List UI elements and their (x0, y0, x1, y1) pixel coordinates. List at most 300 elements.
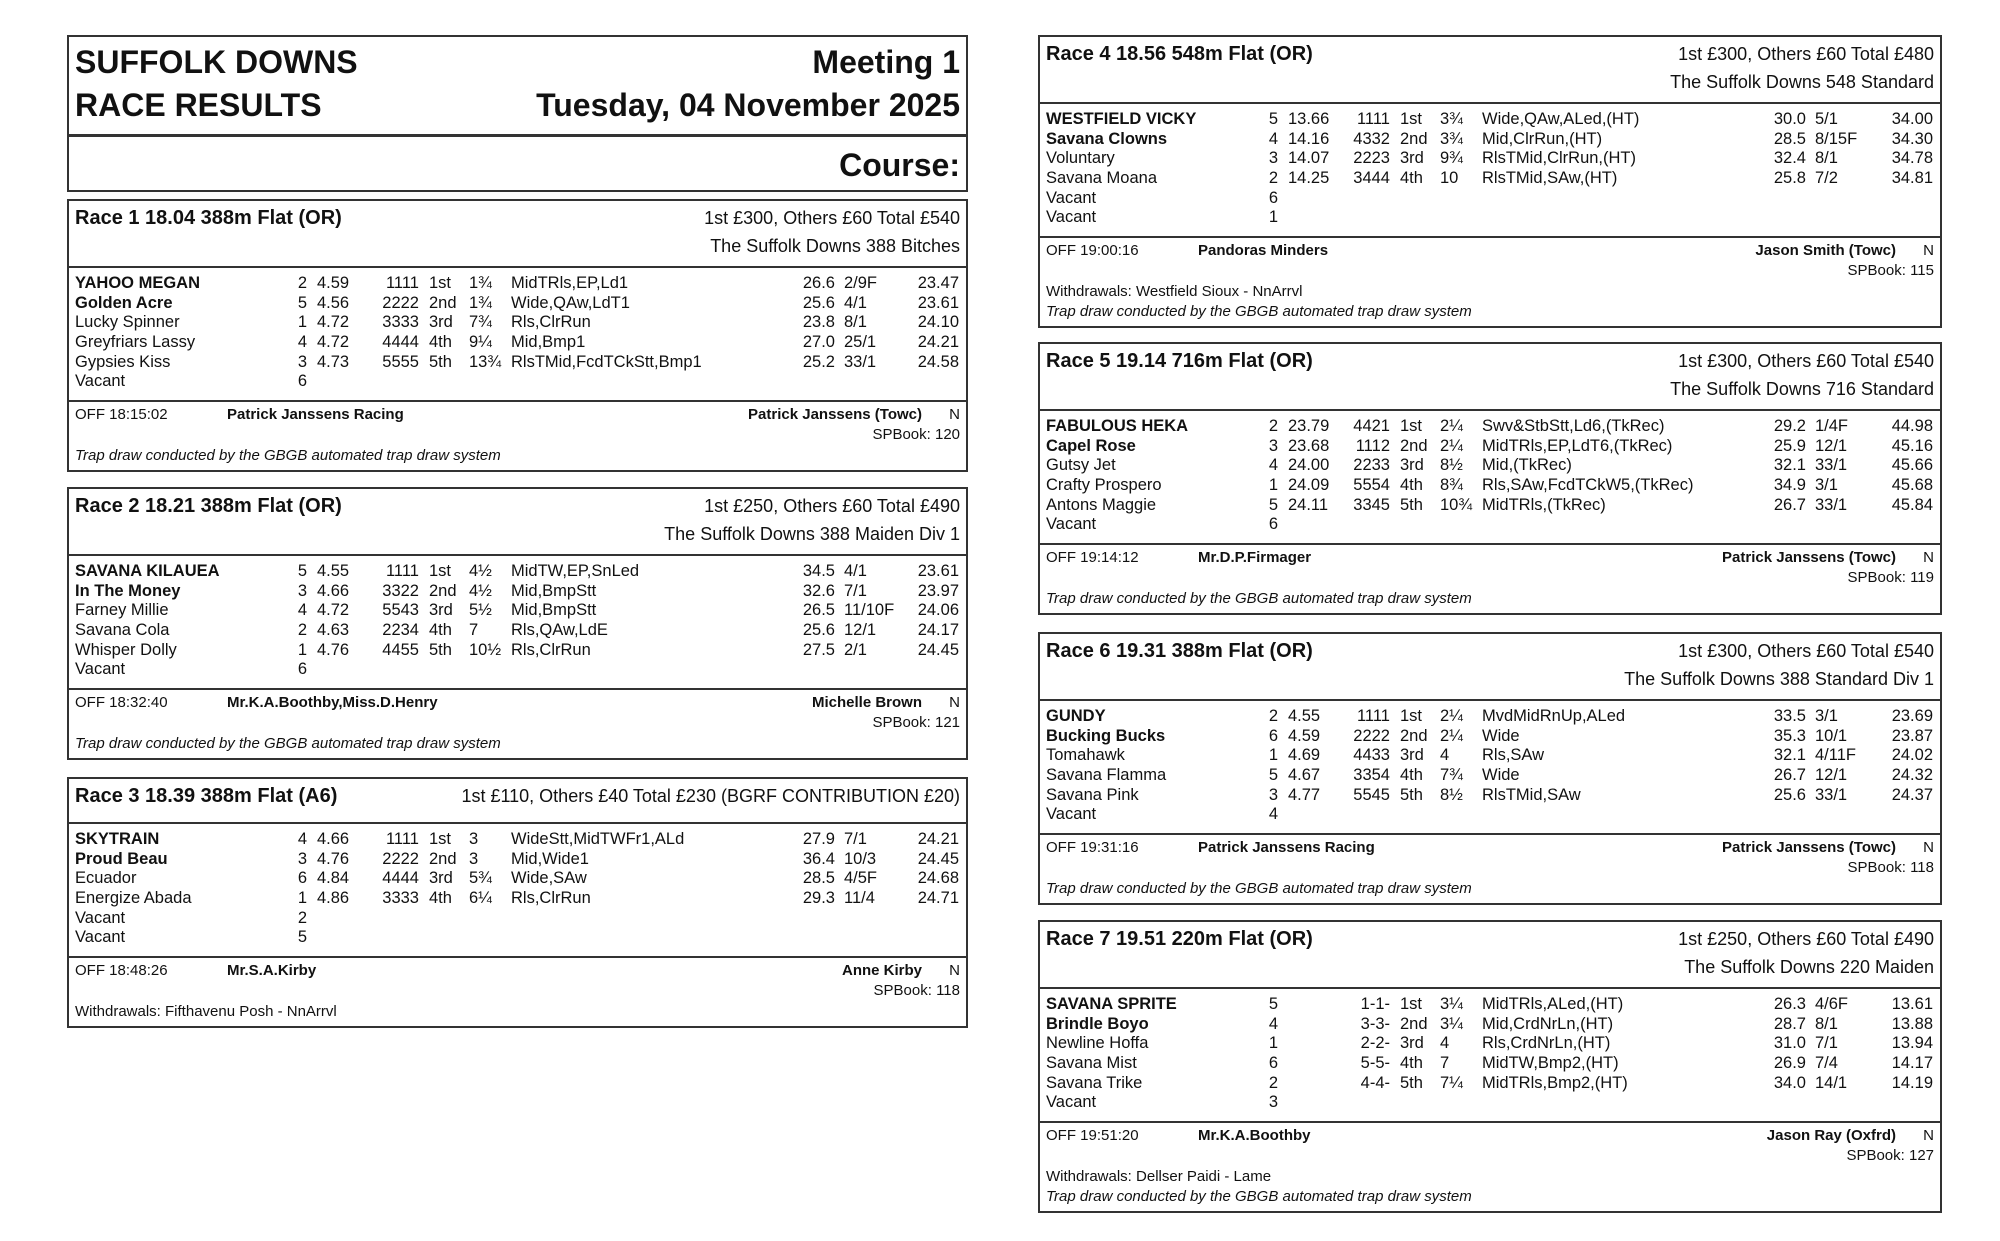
trap-draw-note: Trap draw conducted by the GBGB automated trap draw system (75, 447, 501, 465)
distance-behind: 3¼ (1440, 995, 1463, 1013)
distance-behind: 7 (469, 621, 479, 640)
runner-row (1040, 130, 1940, 150)
weight: 29.2 (1773, 417, 1806, 435)
finish-position: 2nd (429, 849, 457, 868)
off-line (1046, 838, 1934, 858)
running-positions: 2234 (382, 621, 419, 640)
trap-number: 6 (1268, 1054, 1278, 1073)
sectional-time: 23.68 (1288, 436, 1330, 455)
trap-number: 4 (297, 830, 307, 848)
starting-price: 12/1 (1815, 436, 1848, 455)
trap-number: 2 (297, 274, 307, 292)
race-remarks: Wide (1482, 766, 1520, 785)
weight: 28.5 (1773, 129, 1806, 148)
starting-price: 2/1 (844, 640, 867, 659)
distance-behind: 6¼ (469, 889, 492, 908)
runner-name: Brindle Boyo (1046, 1014, 1149, 1033)
race-title: Race 3 18.39 388m Flat (A6) (75, 785, 338, 807)
track-name: SUFFOLK DOWNS (75, 44, 358, 80)
running-positions: 3322 (382, 581, 419, 600)
race-title: Race 2 18.21 388m Flat (OR) (75, 495, 342, 517)
starting-price: 4/1 (844, 562, 867, 580)
runner-row (69, 294, 966, 314)
owner-name: Jason Ray (Oxfrd) (1766, 1127, 1896, 1145)
runner-name: Gypsies Kiss (75, 352, 171, 371)
flag: N (949, 406, 960, 424)
weight: 25.6 (802, 293, 835, 312)
sectional-time: 4.66 (317, 581, 350, 600)
flag: N (1923, 242, 1934, 260)
trap-draw-note: Trap draw conducted by the GBGB automated trap draw system (75, 735, 501, 753)
distance-behind: 7 (1440, 1054, 1450, 1073)
race-prize: 1st £300, Others £60 Total £540 (1678, 351, 1934, 371)
page-subtitle: RACE RESULTS (75, 87, 322, 123)
runner-name: Voluntary (1046, 149, 1115, 168)
sectional-time: 4.55 (1288, 707, 1321, 725)
runner-row (69, 274, 966, 294)
runner-row (1040, 110, 1940, 130)
distance-behind: 2¼ (1440, 707, 1463, 725)
runner-name: Vacant (1046, 805, 1097, 824)
starting-price: 1/4F (1815, 417, 1849, 435)
weight: 28.7 (1773, 1014, 1806, 1033)
running-positions: 5543 (382, 601, 419, 620)
weight: 35.3 (1773, 726, 1806, 745)
runner-name: GUNDY (1046, 707, 1106, 725)
runner-row (69, 928, 966, 948)
finish-time: 45.84 (1891, 495, 1933, 514)
runner-name: Energize Abada (75, 889, 192, 908)
starting-price: 33/1 (1815, 495, 1848, 514)
runner-name: Savana Flamma (1046, 766, 1167, 785)
trap-number: 1 (1268, 476, 1278, 495)
race-class: The Suffolk Downs 388 Bitches (710, 236, 960, 256)
runner-name: Capel Rose (1046, 436, 1136, 455)
distance-behind: 1¾ (469, 274, 492, 292)
runner-row (69, 562, 966, 582)
finish-position: 4th (1400, 476, 1423, 495)
race-footer (1040, 1123, 1940, 1211)
finish-position: 2nd (429, 581, 457, 600)
runner-row (1040, 1074, 1940, 1094)
runner-name: In The Money (75, 581, 181, 600)
runner-row (1040, 437, 1940, 457)
running-positions: 1111 (385, 830, 419, 848)
finish-position: 3rd (1400, 456, 1424, 475)
starting-price: 25/1 (844, 333, 877, 352)
race-title: Race 7 19.51 220m Flat (OR) (1046, 928, 1313, 950)
running-positions: 1112 (1355, 436, 1390, 455)
starting-price: 7/1 (1815, 1034, 1838, 1053)
trap-number: 5 (297, 928, 307, 947)
finish-time: 24.21 (917, 830, 959, 848)
distance-behind: 7¼ (1440, 1073, 1463, 1092)
trainer-name: Pandoras Minders (1198, 242, 1329, 260)
finish-position: 5th (429, 640, 452, 659)
finish-time: 14.17 (1891, 1054, 1933, 1073)
race-remarks: Mid,ClrRun,(HT) (1482, 129, 1603, 148)
race-remarks: RlsTMid,ClrRun,(HT) (1482, 149, 1636, 168)
sectional-time: 14.25 (1288, 169, 1330, 188)
finish-time: 23.61 (917, 562, 959, 580)
finish-position: 1st (1400, 417, 1423, 435)
finish-time: 24.06 (917, 601, 959, 620)
weight: 32.6 (802, 581, 835, 600)
finish-time: 24.58 (917, 352, 959, 371)
running-positions: 2222 (382, 293, 419, 312)
trainer-name: Mr.D.P.Firmager (1198, 549, 1312, 567)
finish-position: 1st (429, 274, 452, 292)
race-remarks: Mid,BmpStt (511, 601, 597, 620)
finish-time: 34.00 (1891, 110, 1933, 128)
trainer-name: Mr.S.A.Kirby (227, 962, 317, 980)
runner-row (69, 830, 966, 850)
trap-number: 5 (1268, 495, 1278, 514)
running-positions: 4332 (1353, 129, 1390, 148)
off-line (75, 405, 960, 425)
running-positions: 5555 (382, 352, 419, 371)
sectional-time: 24.00 (1288, 456, 1330, 475)
finish-position: 1st (429, 562, 452, 580)
running-positions: 3-3- (1360, 1014, 1390, 1033)
finish-position: 4th (1400, 1054, 1423, 1073)
distance-behind: 3¾ (1440, 110, 1463, 128)
sectional-time: 4.56 (317, 293, 350, 312)
owner-name: Patrick Janssens (Towc) (1722, 839, 1896, 857)
race-card-1 (67, 199, 968, 472)
finish-position: 4th (429, 333, 452, 352)
runner-row (1040, 515, 1940, 535)
off-time: OFF 19:00:16 (1046, 242, 1139, 260)
finish-time: 34.81 (1891, 169, 1933, 188)
runner-name: Greyfriars Lassy (75, 333, 196, 352)
distance-behind: 3 (469, 849, 479, 868)
trainer-name: Mr.K.A.Boothby (1198, 1127, 1311, 1145)
sectional-time: 4.66 (317, 830, 350, 848)
sectional-time: 4.63 (317, 621, 350, 640)
weight: 34.5 (802, 562, 835, 580)
sectional-time: 4.73 (317, 352, 350, 371)
weight: 26.6 (802, 274, 835, 292)
race-remarks: WideStt,MidTWFr1,ALd (511, 830, 685, 848)
runner-name: Whisper Dolly (75, 640, 177, 659)
runner-row (69, 601, 966, 621)
trap-number: 5 (1268, 995, 1278, 1013)
running-positions: 3345 (1353, 495, 1390, 514)
off-time: OFF 18:48:26 (75, 962, 168, 980)
finish-time: 24.45 (917, 849, 959, 868)
finish-position: 2nd (1400, 726, 1428, 745)
trap-number: 1 (1268, 208, 1278, 227)
weight: 27.0 (802, 333, 835, 352)
starting-price: 11/4 (844, 889, 875, 908)
distance-behind: 9¼ (469, 333, 492, 352)
weight: 23.8 (802, 313, 835, 332)
starting-price: 3/1 (1815, 476, 1838, 495)
runner-name: Savana Clowns (1046, 129, 1168, 148)
trap-number: 2 (1268, 169, 1278, 188)
runner-name: Antons Maggie (1046, 495, 1157, 514)
race-remarks: Rls,QAw,LdE (511, 621, 608, 640)
withdrawals: Withdrawals: Westfield Sioux - NnArrvl (1046, 283, 1303, 301)
trap-number: 2 (1268, 1073, 1278, 1092)
spbook: SPBook: 115 (1847, 262, 1934, 280)
finish-time: 24.32 (1891, 766, 1933, 785)
finish-position: 4th (1400, 766, 1423, 785)
runner-name: Vacant (75, 908, 126, 927)
running-positions: 1111 (385, 562, 419, 580)
weight: 27.5 (802, 640, 835, 659)
race-prize: 1st £250, Others £60 Total £490 (704, 496, 960, 516)
race-class: The Suffolk Downs 388 Standard Div 1 (1624, 669, 1934, 689)
race-card-7 (1038, 920, 1942, 1213)
race-header (1040, 922, 1940, 989)
finish-position: 1st (1400, 110, 1423, 128)
trap-number: 6 (1268, 188, 1278, 207)
running-positions: 1-1- (1360, 995, 1390, 1013)
race-class: The Suffolk Downs 388 Maiden Div 1 (664, 524, 960, 544)
runner-row (69, 889, 966, 909)
race-remarks: Wide,SAw (511, 869, 587, 888)
race-remarks: RlsTMid,SAw (1482, 785, 1581, 804)
race-footer (1040, 238, 1940, 326)
off-time: OFF 18:32:40 (75, 694, 168, 712)
meeting-number: Meeting 1 (812, 44, 960, 80)
starting-price: 7/2 (1815, 169, 1838, 188)
runner-row (69, 353, 966, 373)
race-title: Race 6 19.31 388m Flat (OR) (1046, 640, 1313, 662)
race-card-6 (1038, 632, 1942, 905)
race-footer (1040, 835, 1940, 903)
runner-row (1040, 1034, 1940, 1054)
weight: 25.2 (802, 352, 835, 371)
runner-row (69, 372, 966, 392)
race-title: Race 4 18.56 548m Flat (OR) (1046, 43, 1313, 65)
weight: 26.9 (1773, 1054, 1806, 1073)
finish-position: 3rd (1400, 149, 1424, 168)
finish-time: 13.88 (1891, 1014, 1933, 1033)
weight: 28.5 (802, 869, 835, 888)
runner-name: Ecuador (75, 869, 137, 888)
runner-name: Savana Moana (1046, 169, 1157, 188)
race-prize: 1st £110, Others £40 Total £230 (BGRF CONTRIBUTION £20) (461, 786, 960, 806)
finish-time: 24.37 (1891, 785, 1933, 804)
weight: 26.5 (802, 601, 835, 620)
running-positions: 1111 (1356, 110, 1390, 128)
runner-row (1040, 1093, 1940, 1113)
running-positions: 3333 (382, 313, 419, 332)
race-remarks: Rls,SAw,FcdTCkW5,(TkRec) (1482, 476, 1694, 495)
runner-name: FABULOUS HEKA (1046, 417, 1189, 435)
runner-row (69, 869, 966, 889)
race-remarks: Rls,ClrRun (511, 313, 591, 332)
running-positions: 5-5- (1360, 1054, 1390, 1073)
runner-row (69, 641, 966, 661)
flag: N (1923, 839, 1934, 857)
sectional-time: 24.09 (1288, 476, 1330, 495)
race-header (69, 489, 966, 556)
starting-price: 10/1 (1815, 726, 1848, 745)
weight: 25.6 (802, 621, 835, 640)
off-line (1046, 548, 1934, 568)
withdrawals: Withdrawals: Dellser Paidi - Lame (1046, 1168, 1272, 1186)
off-line (1046, 1126, 1934, 1146)
finish-position: 3rd (1400, 1034, 1424, 1053)
race-prize: 1st £300, Others £60 Total £540 (1678, 641, 1934, 661)
runner-row (1040, 1015, 1940, 1035)
runner-row (1040, 456, 1940, 476)
race-footer (69, 690, 966, 758)
finish-position: 5th (429, 352, 452, 371)
owner-name: Patrick Janssens (Towc) (1722, 549, 1896, 567)
runner-row (1040, 746, 1940, 766)
off-line (75, 693, 960, 713)
weight: 27.9 (802, 830, 835, 848)
finish-time: 13.61 (1891, 995, 1933, 1013)
spbook: SPBook: 121 (872, 714, 960, 732)
owner-name: Michelle Brown (811, 694, 922, 712)
distance-behind: 3¾ (1440, 129, 1463, 148)
starting-price: 2/9F (844, 274, 878, 292)
starting-price: 4/5F (844, 869, 878, 888)
finish-time: 24.68 (917, 869, 959, 888)
finish-time: 23.87 (1891, 726, 1933, 745)
runner-row (1040, 189, 1940, 209)
trap-number: 3 (1268, 1093, 1278, 1112)
trap-number: 4 (1268, 1014, 1278, 1033)
sectional-time: 14.16 (1288, 129, 1330, 148)
runner-name: Bucking Bucks (1046, 726, 1166, 745)
runner-row (1040, 805, 1940, 825)
trap-number: 6 (1268, 515, 1278, 534)
runner-name: Savana Mist (1046, 1054, 1137, 1073)
weight: 33.5 (1773, 707, 1806, 725)
runners-table (69, 824, 966, 958)
runner-name: Savana Trike (1046, 1073, 1143, 1092)
race-header (1040, 37, 1940, 104)
race-remarks: Mid,BmpStt (511, 581, 597, 600)
starting-price: 4/6F (1815, 995, 1849, 1013)
race-remarks: MidTRls,Bmp2,(HT) (1482, 1073, 1628, 1092)
starting-price: 5/1 (1815, 110, 1838, 128)
sectional-time: 4.86 (317, 889, 350, 908)
running-positions: 3333 (382, 889, 419, 908)
distance-behind: 4 (1440, 746, 1450, 765)
race-title: Race 5 19.14 716m Flat (OR) (1046, 350, 1313, 372)
trap-number: 5 (297, 562, 307, 580)
spbook: SPBook: 118 (873, 982, 960, 1000)
finish-position: 1st (1400, 995, 1423, 1013)
race-title: Race 1 18.04 388m Flat (OR) (75, 207, 342, 229)
finish-time: 23.69 (1891, 707, 1933, 725)
starting-price: 4/11F (1815, 746, 1856, 765)
weight: 25.6 (1773, 785, 1806, 804)
finish-time: 23.47 (917, 274, 959, 292)
race-footer (1040, 545, 1940, 613)
race-remarks: Wide (1482, 726, 1520, 745)
runner-row (69, 582, 966, 602)
flag: N (949, 694, 960, 712)
runner-row (1040, 476, 1940, 496)
race-footer (69, 402, 966, 470)
starting-price: 11/10F (844, 601, 895, 620)
distance-behind: 1¾ (469, 293, 492, 312)
owner-name: Jason Smith (Towc) (1755, 242, 1896, 260)
race-remarks: MvdMidRnUp,ALed (1482, 707, 1626, 725)
running-positions: 4-4- (1360, 1073, 1390, 1092)
runners-table (1040, 989, 1940, 1123)
running-positions: 2233 (1353, 456, 1390, 475)
race-header (1040, 634, 1940, 701)
weight: 34.0 (1773, 1073, 1806, 1092)
finish-position: 4th (1400, 169, 1423, 188)
trap-number: 4 (297, 333, 307, 352)
runner-name: Vacant (1046, 208, 1097, 227)
spbook: SPBook: 119 (1847, 569, 1934, 587)
trap-number: 6 (1268, 726, 1278, 745)
race-remarks: Rls,ClrRun (511, 640, 591, 659)
race-remarks: RlsTMid,SAw,(HT) (1482, 169, 1618, 188)
off-time: OFF 18:15:02 (75, 406, 168, 424)
finish-time: 24.71 (917, 889, 959, 908)
off-line (1046, 241, 1934, 261)
runners-table (1040, 411, 1940, 545)
race-prize: 1st £300, Others £60 Total £480 (1678, 44, 1934, 64)
flag: N (1923, 1127, 1934, 1145)
finish-position: 3rd (429, 869, 453, 888)
runner-row (1040, 208, 1940, 228)
starting-price: 8/1 (1815, 1014, 1838, 1033)
runner-name: Lucky Spinner (75, 313, 180, 332)
finish-position: 4th (429, 621, 452, 640)
runner-name: Crafty Prospero (1046, 476, 1162, 495)
running-positions: 2222 (382, 849, 419, 868)
distance-behind: 5¾ (469, 869, 492, 888)
running-positions: 2-2- (1360, 1034, 1390, 1053)
weight: 26.3 (1773, 995, 1806, 1013)
race-remarks: Mid,Wide1 (511, 849, 589, 868)
weight: 25.9 (1773, 436, 1806, 455)
runner-name: Proud Beau (75, 849, 168, 868)
sectional-time: 4.76 (317, 849, 350, 868)
trap-number: 3 (297, 581, 307, 600)
finish-position: 2nd (1400, 1014, 1428, 1033)
trap-number: 5 (297, 293, 307, 312)
trainer-name: Patrick Janssens Racing (1198, 839, 1375, 857)
trap-number: 3 (1268, 785, 1278, 804)
race-remarks: Wide,QAw,LdT1 (511, 293, 630, 312)
finish-position: 1st (429, 830, 452, 848)
weight: 32.4 (1773, 149, 1806, 168)
weight: 34.9 (1773, 476, 1806, 495)
distance-behind: 2¼ (1440, 726, 1463, 745)
owner-name: Patrick Janssens (Towc) (748, 406, 922, 424)
finish-time: 23.61 (917, 293, 959, 312)
distance-behind: 10 (1440, 169, 1459, 188)
meeting-date: Tuesday, 04 November 2025 (536, 87, 960, 123)
trap-draw-note: Trap draw conducted by the GBGB automated trap draw system (1046, 303, 1472, 321)
runner-row (1040, 496, 1940, 516)
runner-row (69, 660, 966, 680)
starting-price: 8/1 (1815, 149, 1838, 168)
spbook: SPBook: 120 (872, 426, 960, 444)
race-remarks: MidTRls,EP,LdT6,(TkRec) (1482, 436, 1673, 455)
distance-behind: 13¾ (469, 352, 502, 371)
trap-number: 1 (1268, 1034, 1278, 1053)
distance-behind: 7¾ (1440, 766, 1463, 785)
sectional-time: 4.72 (317, 313, 350, 332)
distance-behind: 8½ (1440, 785, 1463, 804)
